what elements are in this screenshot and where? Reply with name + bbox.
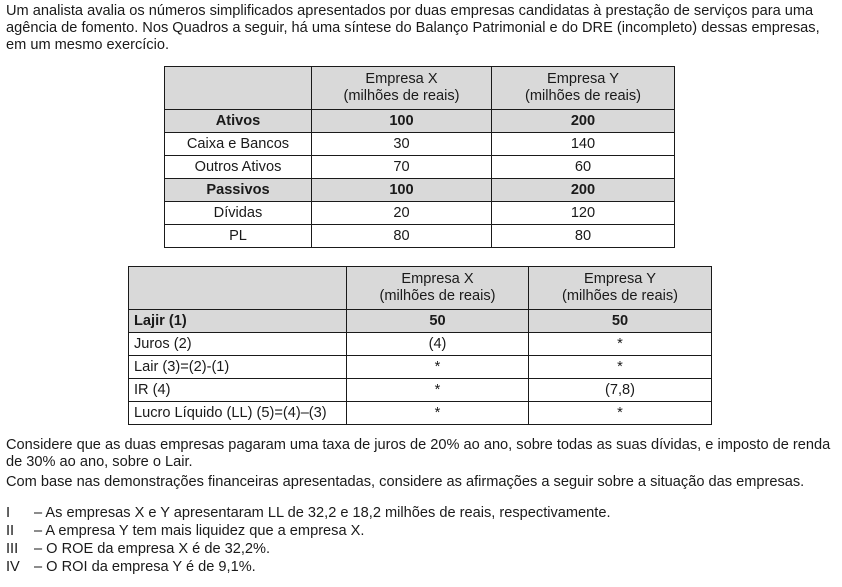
statement-number: II — [6, 523, 15, 539]
value-y: 60 — [492, 156, 675, 179]
value-y: 200 — [492, 179, 675, 202]
statement-number: I — [6, 505, 11, 521]
consider-rates-paragraph: Considere que as duas empresas pagaram uma taxa de juros de 20% ao ano, sobre todas as suas dívidas, e imposto de renda de 30% ao ano, sobre o Lair. — [6, 437, 831, 470]
row-label: IR (4) — [129, 379, 347, 402]
row-label: Ativos — [165, 110, 312, 133]
table-row — [129, 379, 712, 402]
header-empresa-y-unit: (milhões de reais) — [562, 288, 678, 304]
statement-item — [6, 505, 611, 522]
statement-text: – O ROE da empresa X é de 32,2%. — [34, 541, 271, 557]
row-label: Lajir (1) — [129, 310, 347, 333]
value-x: 100 — [312, 110, 492, 133]
value-y: 120 — [492, 202, 675, 225]
row-label: PL — [165, 225, 312, 248]
value-y: 50 — [529, 310, 712, 333]
value-y: 80 — [492, 225, 675, 248]
value-x: 20 — [312, 202, 492, 225]
value-y: * — [529, 356, 712, 379]
row-label: Outros Ativos — [165, 156, 312, 179]
table-header-row — [165, 67, 675, 110]
row-label: Juros (2) — [129, 333, 347, 356]
header-empresa-y — [492, 67, 675, 110]
header-empty-cell — [129, 267, 347, 310]
table-row — [129, 333, 712, 356]
statement-item — [6, 541, 270, 558]
value-y: * — [529, 333, 712, 356]
header-empresa-x — [347, 267, 529, 310]
statement-text: – As empresas X e Y apresentaram LL de 32,2 e 18,2 milhões de reais, respectivamente. — [34, 505, 611, 521]
balanco-patrimonial-table — [164, 66, 675, 248]
header-empresa-x-unit: (milhões de reais) — [379, 288, 496, 304]
header-empty-cell — [165, 67, 312, 110]
statement-number: III — [6, 541, 19, 557]
table-row — [165, 110, 675, 133]
value-y: 140 — [492, 133, 675, 156]
table-row — [129, 356, 712, 379]
value-x: (4) — [347, 333, 529, 356]
table-row — [165, 179, 675, 202]
header-empresa-y — [529, 267, 712, 310]
header-empresa-x — [312, 67, 492, 110]
value-x: 100 — [312, 179, 492, 202]
header-empresa-y-name: Empresa Y — [584, 271, 656, 287]
row-label: Lucro Líquido (LL) (5)=(4)–(3) — [129, 402, 347, 425]
value-y: 200 — [492, 110, 675, 133]
table-row — [129, 310, 712, 333]
header-empresa-x-name: Empresa X — [401, 271, 474, 287]
table-row — [165, 202, 675, 225]
value-x: 50 — [347, 310, 529, 333]
value-x: 80 — [312, 225, 492, 248]
header-empresa-x-unit: (milhões de reais) — [343, 88, 460, 104]
header-empresa-y-unit: (milhões de reais) — [525, 88, 641, 104]
statement-item — [6, 523, 364, 540]
value-x: * — [347, 379, 529, 402]
statement-item — [6, 559, 256, 576]
value-y: (7,8) — [529, 379, 712, 402]
consider-statements-paragraph: Com base nas demonstrações financeiras apresentadas, considere as afirmações a seguir sobre a situação das empresas. — [6, 474, 805, 490]
value-x: 70 — [312, 156, 492, 179]
header-empresa-x-name: Empresa X — [365, 71, 438, 87]
header-empresa-y-name: Empresa Y — [547, 71, 619, 87]
dre-table — [128, 266, 712, 425]
value-x: 30 — [312, 133, 492, 156]
intro-paragraph: Um analista avalia os números simplificados apresentados por duas empresas candidatas à prestação de serviços para uma agência de fomento. Nos Quadros a seguir, há uma síntese do Balanço Patrimonial e do DRE (incompleto) dessas empresas, em um mesmo exercício. — [6, 3, 820, 53]
table-header-row — [129, 267, 712, 310]
table-row — [165, 156, 675, 179]
row-label: Dívidas — [165, 202, 312, 225]
value-x: * — [347, 356, 529, 379]
row-label: Passivos — [165, 179, 312, 202]
statement-text: – O ROI da empresa Y é de 9,1%. — [34, 559, 256, 575]
table-row — [165, 225, 675, 248]
value-x: * — [347, 402, 529, 425]
statement-text: – A empresa Y tem mais liquidez que a empresa X. — [34, 523, 365, 539]
table-row — [165, 133, 675, 156]
row-label: Caixa e Bancos — [165, 133, 312, 156]
value-y: * — [529, 402, 712, 425]
statement-number: IV — [6, 559, 20, 575]
row-label: Lair (3)=(2)-(1) — [129, 356, 347, 379]
table-row — [129, 402, 712, 425]
